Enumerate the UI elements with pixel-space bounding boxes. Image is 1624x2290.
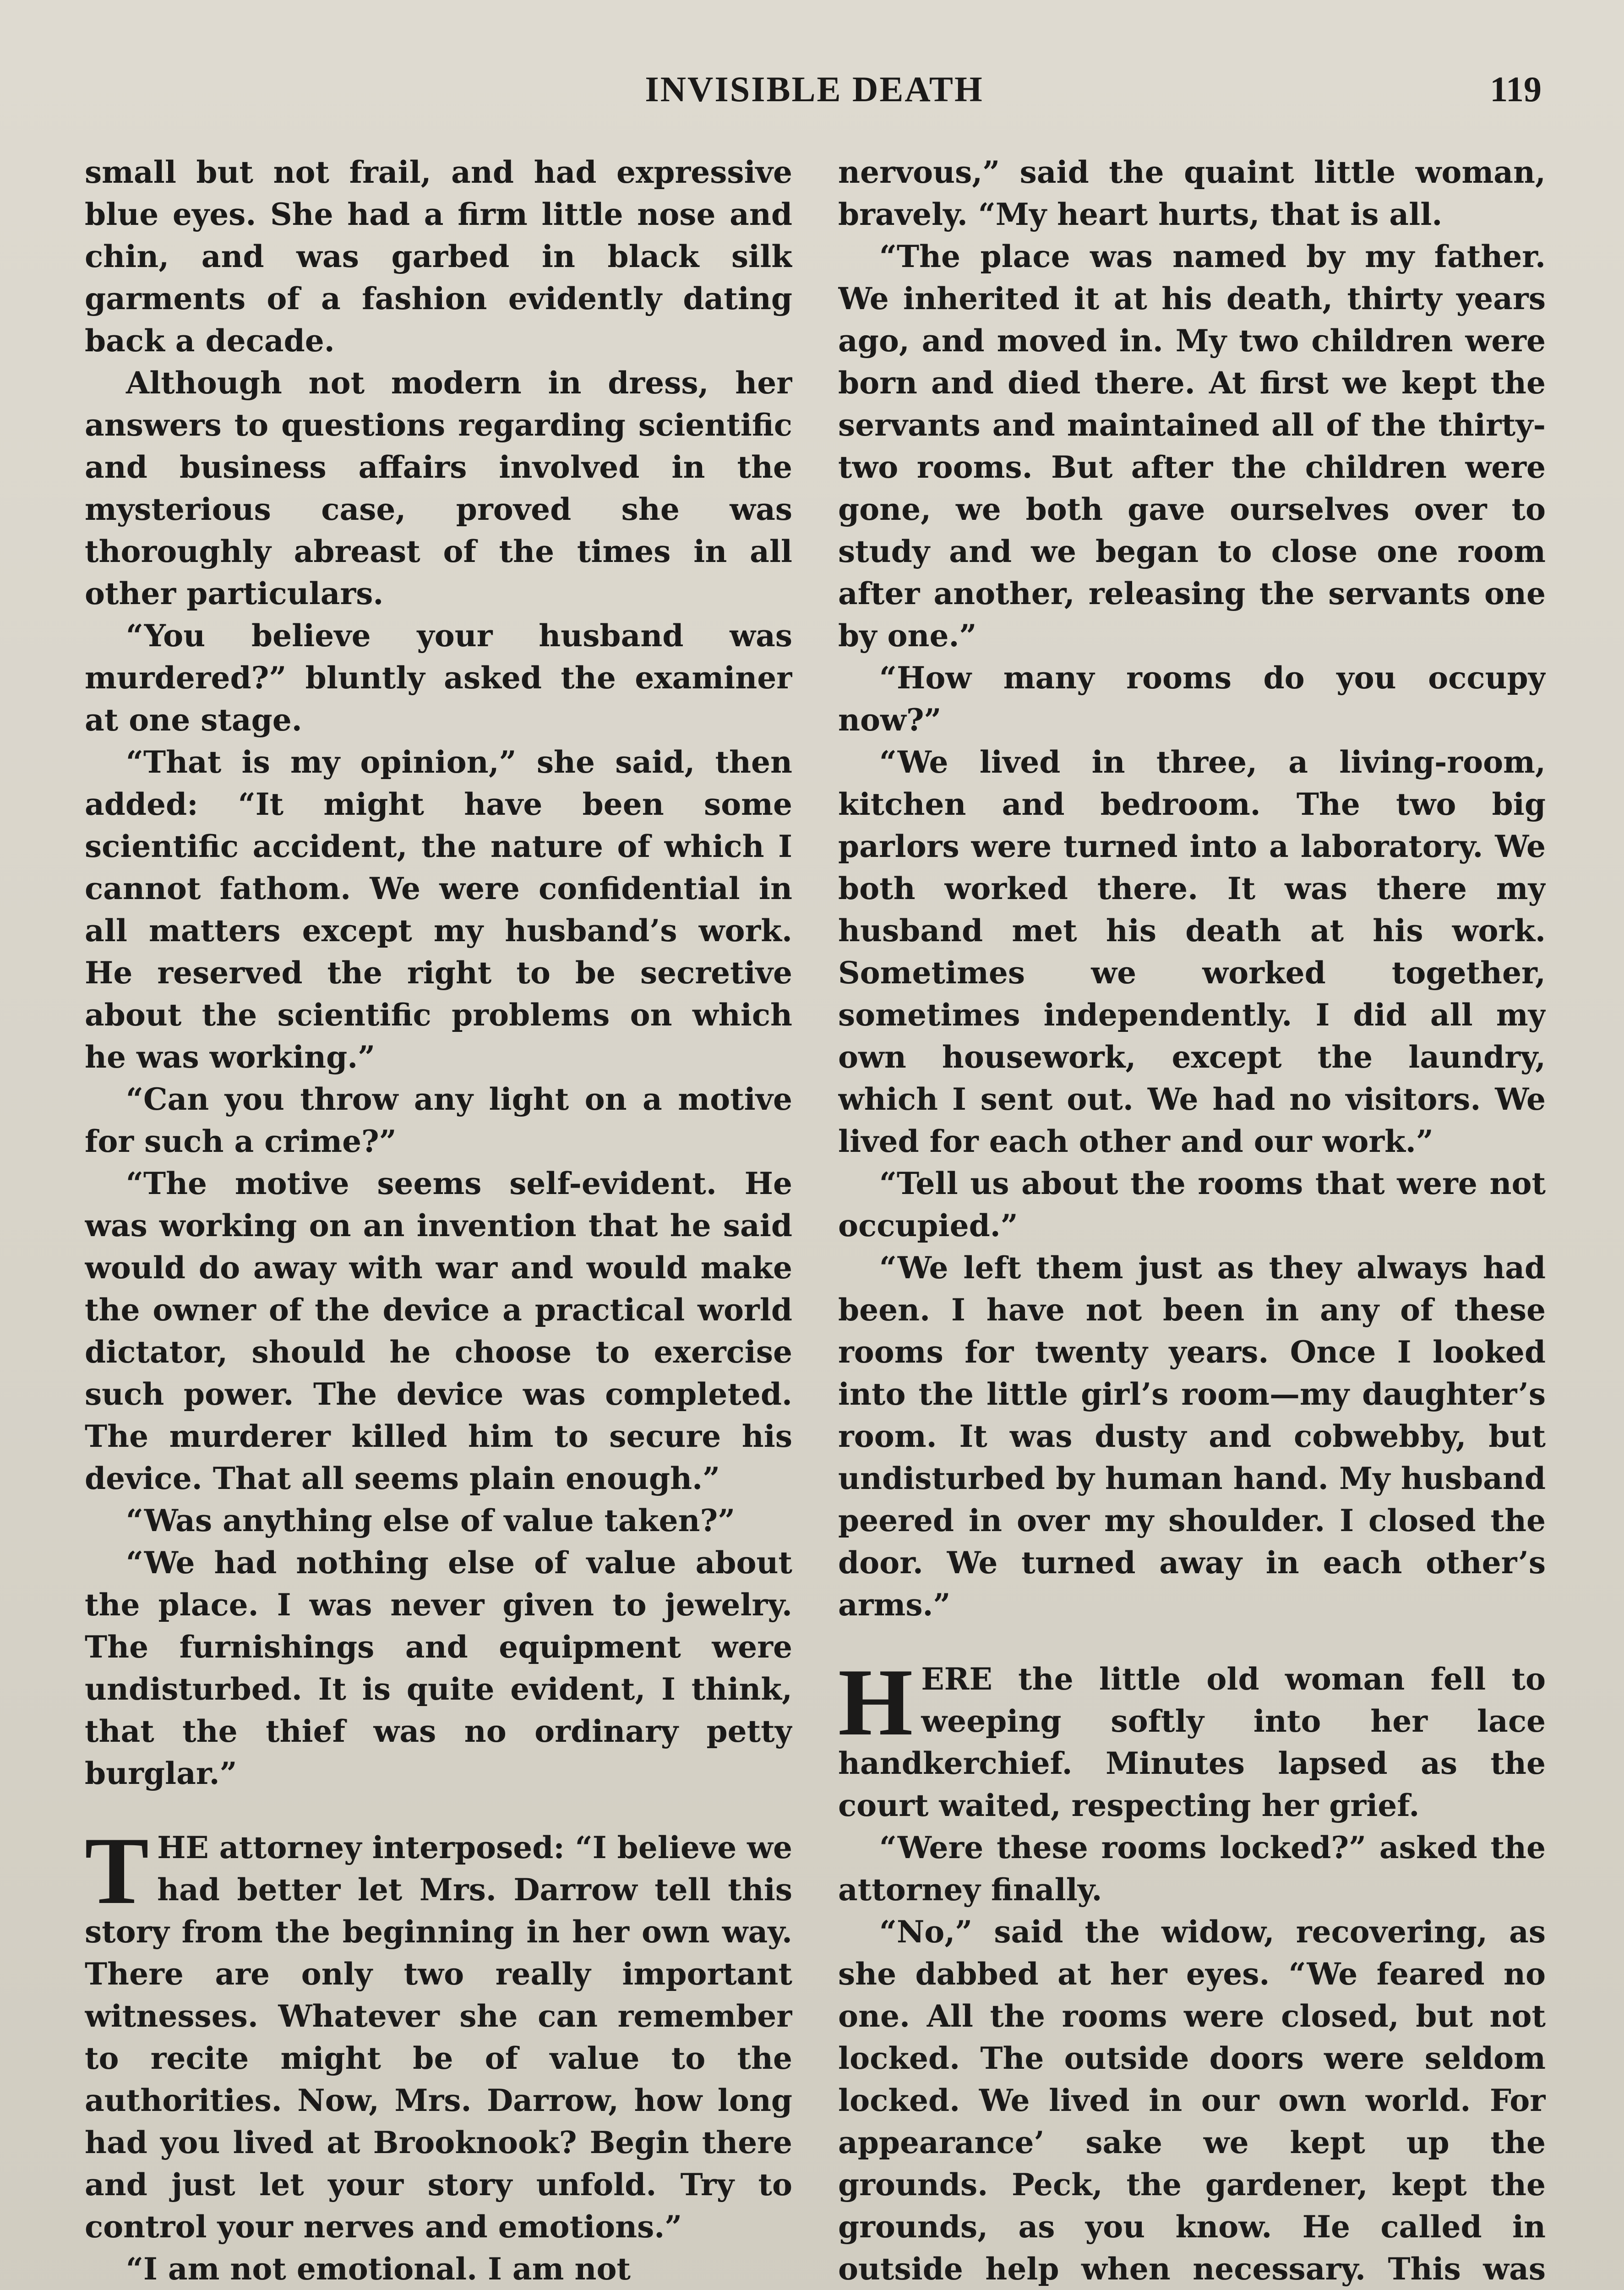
paragraph: “Were these rooms locked?” asked the attorney finally. xyxy=(838,1830,1546,1908)
paragraph: “No,” said the widow, recovering, as she dabbed at her eyes. “We feared no one. All the rooms were closed, but not locked. The outside doors were seldom locked. We lived in our own world. For appearance’ sake we kept up the grounds. Peck, the gardener, kept the grounds, as you know. He called in outside help when necessary. This was xyxy=(838,1914,1546,2287)
section-paragraph xyxy=(85,1818,792,2248)
paragraph: “We left them just as they always had been. I have not been in any of these rooms for twenty years. Once I looked into the little girl’s room—my daughter’s room. It was dusty and cobwebby, but undisturbed by human hand. My husband peered in over my shoulder. I closed the door. We turned away in each other’s arms.” xyxy=(838,1250,1546,1623)
paragraph: “We lived in three, a living-room, kitchen and bedroom. The two big parlors were turned into a laboratory. We both worked there. It was there my husband met his death at his work. Sometimes we worked together, sometimes independently. I did all my own housework, except the laundry, which I sent out. We had no visitors. We lived for each other and our work.” xyxy=(838,744,1546,1159)
paragraph: “That is my opinion,” she said, then added: “It might have been some scientific accident, the nature of which I cannot fathom. We were confidential in all matters except my husband’s work. He reserved the right to be secretive about the scientific problems on which he was working.” xyxy=(85,744,792,1075)
page-number: 119 xyxy=(1490,69,1542,109)
paragraph: “Can you throw any light on a motive for such a crime?” xyxy=(85,1081,792,1159)
paragraph: nervous,” said the quaint little woman, bravely. “My heart hurts, that is all. xyxy=(838,154,1546,232)
paragraph: “The motive seems self-evident. He was working on an invention that he said would do away with war and would make the owner of the device a practical world dictator, should he choose to exercise such power. The device was completed. The murderer killed him to secure his device. That all seems plain enough.” xyxy=(85,1166,792,1496)
left-column xyxy=(85,151,792,2290)
paragraph: “We had nothing else of value about the place. I was never given to jewelry. The furnishings and equipment were undisturbed. It is quite evident, I think, that the thief was no ordinary petty burglar.” xyxy=(85,1545,792,1791)
paragraph: Although not modern in dress, her answers to questions regarding scientific and business affairs involved in the mysterious case, proved she was thoroughly abreast of the times in all other particulars. xyxy=(85,365,792,611)
paragraph: “The place was named by my father. We inherited it at his death, thirty years ago, and moved in. My two children were born and died there. At first we kept the servants and maintained all of the thirty-two rooms. But after the children were gone, we both gave ourselves over to study and we began to close one room after another, releasing the servants one by one.” xyxy=(838,239,1546,654)
running-title: INVISIBLE DEATH xyxy=(645,69,984,109)
text-columns xyxy=(85,151,1546,2290)
paragraph-text: ERE the little old woman fell to weeping softly into her lace handkerchief. Minutes lapsed as the court waited, respecting her grief. xyxy=(838,1661,1546,1823)
drop-cap: T xyxy=(85,1818,149,1924)
paragraph-text: HE attorney interposed: “I believe we had better let Mrs. Darrow tell this story from the beginning in her own way. There are only two really important witnesses. Whatever she can remember to recite might be of value to the authorities. Now, Mrs. Darrow, how long had you lived at Brooknook? Begin there and just let your story unfold. Try to control your nerves and emotions.” xyxy=(85,1830,792,2245)
paragraph: “Was anything else of value taken?” xyxy=(126,1503,736,1538)
paragraph: small but not frail, and had expressive blue eyes. She had a firm little nose and chin, and was garbed in black silk garments of a fashion evidently dating back a decade. xyxy=(85,154,792,359)
drop-cap: H xyxy=(838,1649,913,1756)
paragraph: “Tell us about the rooms that were not occupied.” xyxy=(838,1166,1546,1243)
paragraph: “I am not emotional. I am not xyxy=(126,2251,631,2287)
paragraph: “You believe your husband was murdered?” bluntly asked the examiner at one stage. xyxy=(85,618,792,738)
page-header xyxy=(87,69,1542,114)
section-paragraph xyxy=(838,1649,1546,1827)
right-column xyxy=(838,151,1546,2290)
paragraph: “How many rooms do you occupy now?” xyxy=(838,660,1546,738)
